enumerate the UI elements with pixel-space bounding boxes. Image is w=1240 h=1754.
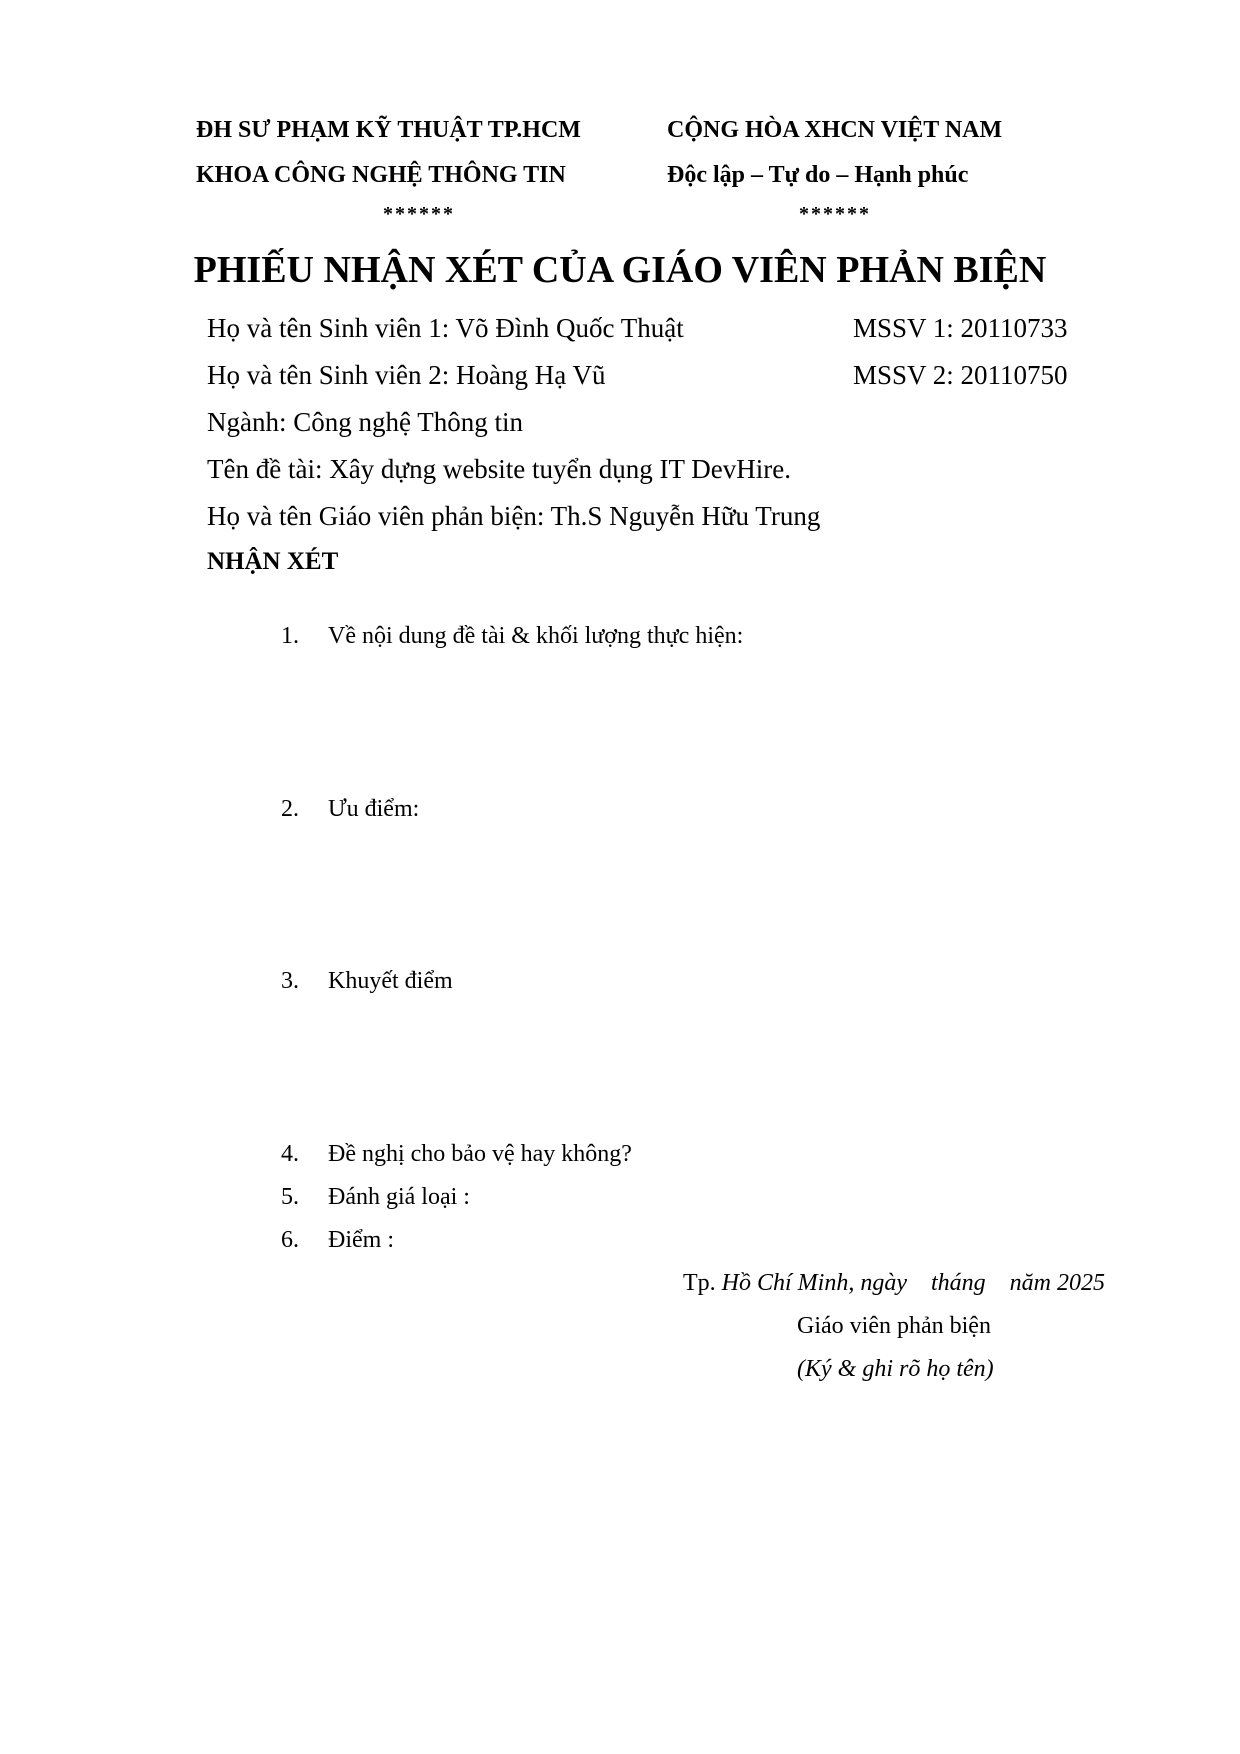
faculty-name: KHOA CÔNG NGHỆ THÔNG TIN — [196, 162, 566, 188]
right-stars-divider: ****** — [799, 203, 871, 225]
list-item-number: 4. — [281, 1141, 299, 1167]
signature-note: (Ký & ghi rõ họ tên) — [797, 1356, 994, 1382]
list-item-number: 5. — [281, 1184, 299, 1210]
national-motto: Độc lập – Tự do – Hạnh phúc — [667, 162, 969, 188]
list-item-number: 2. — [281, 796, 299, 822]
list-item-text: Về nội dung đề tài & khối lượng thực hiện: — [328, 623, 744, 649]
signature-role: Giáo viên phản biện — [797, 1313, 991, 1339]
university-name: ĐH SƯ PHẠM KỸ THUẬT TP.HCM — [196, 117, 581, 143]
student2-id: MSSV 2: 20110750 — [853, 360, 1068, 390]
list-item-text: Điểm : — [328, 1227, 394, 1253]
list-item-number: 1. — [281, 623, 299, 649]
page-title: PHIẾU NHẬN XÉT CỦA GIÁO VIÊN PHẢN BIỆN — [193, 249, 1047, 291]
list-item-text: Ưu điểm: — [328, 796, 420, 822]
list-item-text: Khuyết điểm — [328, 968, 453, 994]
reviewer-line: Họ và tên Giáo viên phản biện: Th.S Nguyễn Hữu Trung — [207, 501, 821, 531]
list-item-number: 6. — [281, 1227, 299, 1253]
section-heading: NHẬN XÉT — [207, 548, 339, 575]
left-stars-divider: ****** — [383, 203, 455, 225]
signature-place-date — [683, 1270, 1105, 1297]
list-item-text: Đề nghị cho bảo vệ hay không? — [328, 1141, 632, 1167]
student1-id: MSSV 1: 20110733 — [853, 313, 1068, 343]
signature-date: Hồ Chí Minh, ngày tháng năm 2025 — [721, 1270, 1105, 1296]
topic-line: Tên đề tài: Xây dựng website tuyển dụng IT DevHire. — [207, 454, 791, 484]
country-name: CỘNG HÒA XHCN VIỆT NAM — [667, 117, 1003, 143]
major-line: Ngành: Công nghệ Thông tin — [207, 407, 523, 437]
student2-name: Họ và tên Sinh viên 2: Hoàng Hạ Vũ — [207, 360, 606, 390]
signature-place-prefix: Tp. — [683, 1270, 722, 1296]
student1-name: Họ và tên Sinh viên 1: Võ Đình Quốc Thuật — [207, 313, 684, 343]
list-item-number: 3. — [281, 968, 299, 994]
list-item-text: Đánh giá loại : — [328, 1184, 470, 1210]
